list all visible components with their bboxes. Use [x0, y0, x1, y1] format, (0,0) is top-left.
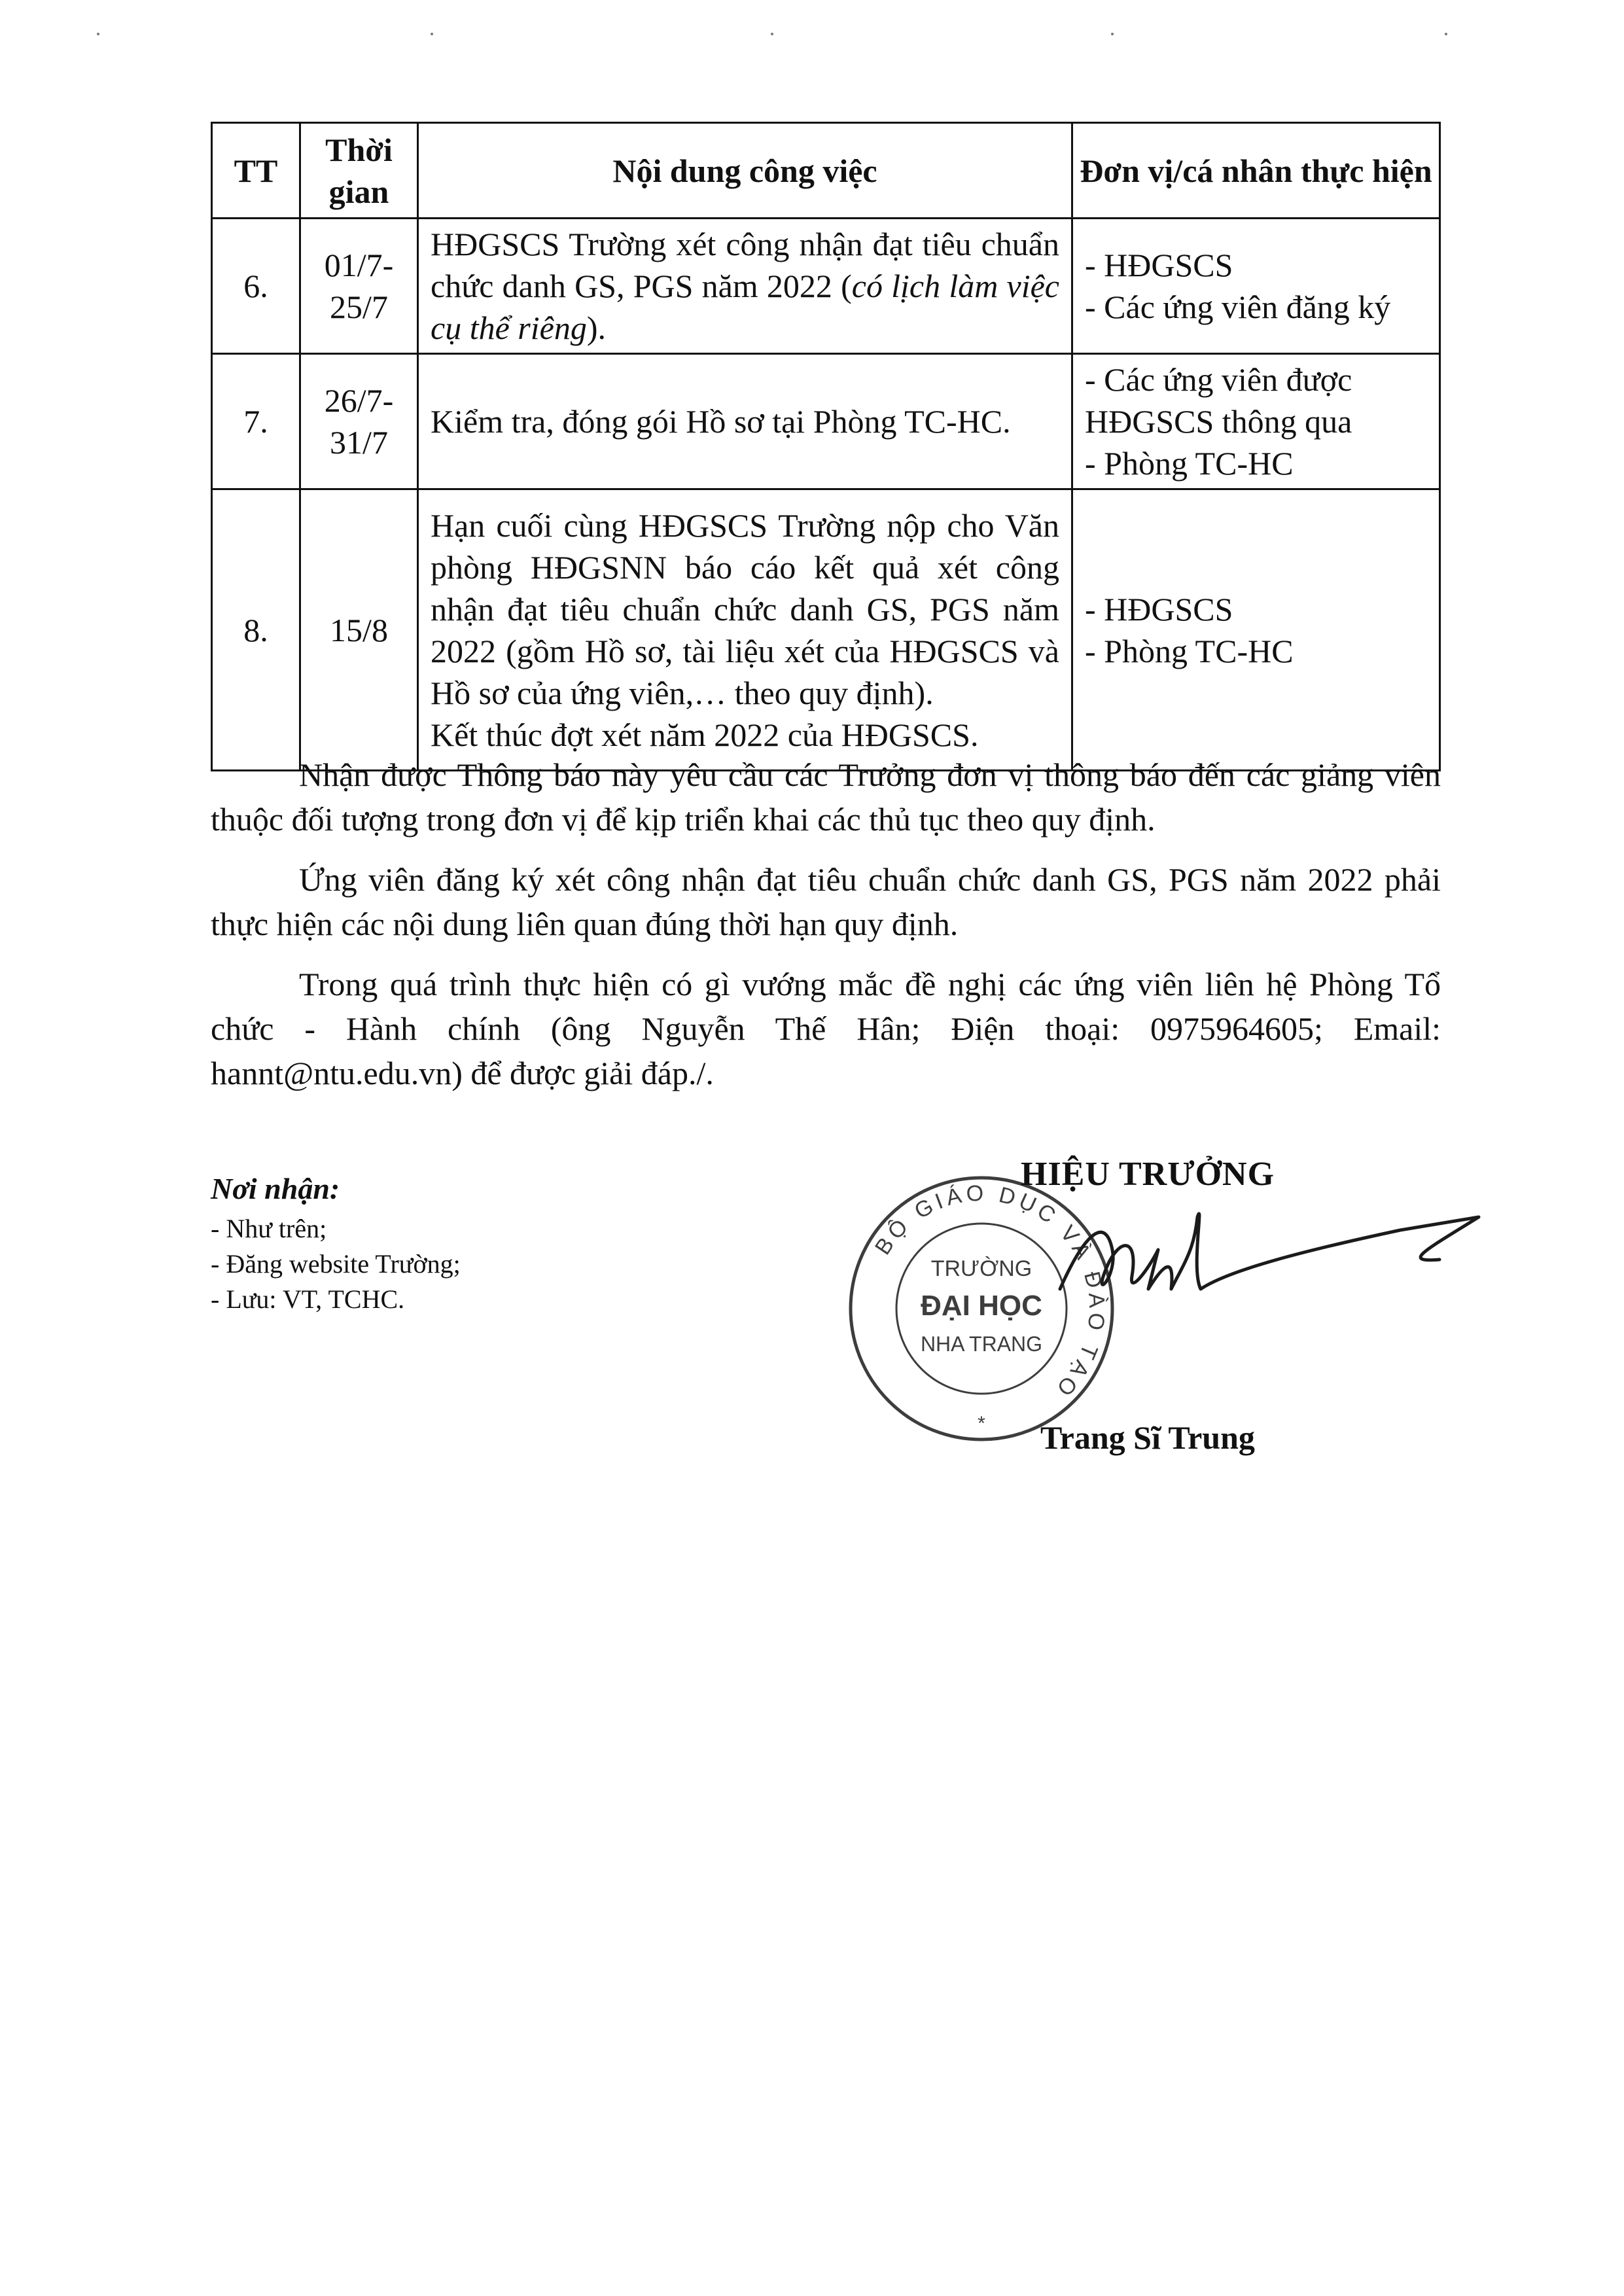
handwritten-signature	[1034, 1191, 1492, 1348]
row-units	[1072, 489, 1440, 771]
seal-ring-text: BỘ GIÁO DỤC VÀ ĐÀO TẠO	[870, 1180, 1110, 1404]
row-time: 15/8	[300, 489, 418, 771]
row-content	[418, 219, 1072, 354]
seal-line-2: ĐẠI HỌC	[921, 1290, 1042, 1322]
unit-item: - Các ứng viên đăng ký	[1085, 289, 1391, 325]
recipient-item: - Lưu: VT, TCHC.	[211, 1284, 405, 1314]
table-row	[212, 354, 1440, 489]
unit-item: - Phòng TC-HC	[1085, 445, 1294, 482]
row-content-extra: Kết thúc đợt xét năm 2022 của HĐGSCS.	[431, 716, 979, 753]
unit-item: - Phòng TC-HC	[1085, 632, 1294, 669]
row-time: 26/7-31/7	[300, 354, 418, 489]
row-number: 6.	[212, 219, 300, 354]
row-content-text: HĐGSCS Trường xét công nhận đạt tiêu chuẩn chức danh GS, PGS năm 2022 (	[431, 226, 1059, 304]
table-row	[212, 219, 1440, 354]
unit-item: - HĐGSCS	[1085, 590, 1233, 627]
signatory-name: Trang Sĩ Trung	[1040, 1419, 1255, 1456]
seal-line-3: NHA TRANG	[920, 1332, 1043, 1356]
paragraph: Trong quá trình thực hiện có gì vướng mắc đề nghị các ứng viên liên hệ Phòng Tổ chức - Hành chính (ông Nguyễn Thế Hân; Điện thoại: 0975964605; Email: hannt@ntu.edu.vn) để được giải đáp./.	[211, 966, 1441, 1091]
recipient-item: - Như trên;	[211, 1214, 327, 1243]
schedule-table	[211, 122, 1441, 771]
header-time: Thời gian	[300, 123, 418, 219]
unit-item: - Các ứng viên được HĐGSCS thông qua	[1085, 361, 1352, 440]
signatory-title: HIỆU TRƯỞNG	[1021, 1156, 1275, 1193]
row-number: 8.	[212, 489, 300, 771]
table-row	[212, 489, 1440, 771]
paragraph: Nhận được Thông báo này yêu cầu các Trưởng đơn vị thông báo đến các giảng viên thuộc đối tượng trong đơn vị để kịp triển khai các thủ tục theo quy định.	[211, 756, 1441, 838]
header-tt: TT	[212, 123, 300, 219]
row-units	[1072, 219, 1440, 354]
paragraph: Ứng viên đăng ký xét công nhận đạt tiêu chuẩn chức danh GS, PGS năm 2022 phải thực hiện các nội dung liên quan đúng thời hạn quy định.	[211, 861, 1441, 942]
recipient-item: - Đăng website Trường;	[211, 1249, 461, 1279]
row-content-tail: ).	[586, 309, 606, 346]
seal-star: *	[978, 1413, 985, 1434]
header-units: Đơn vị/cá nhân thực hiện	[1072, 123, 1440, 219]
row-content: Kiểm tra, đóng gói Hồ sơ tại Phòng TC-HC.	[418, 354, 1072, 489]
body-paragraphs	[211, 752, 1441, 1111]
row-number: 7.	[212, 354, 300, 489]
row-content-italic: có lịch làm việc cụ thể riêng	[431, 268, 1059, 346]
row-time: 01/7-25/7	[300, 219, 418, 354]
scan-dots	[0, 0, 1624, 52]
table-header-row	[212, 123, 1440, 219]
row-content-text: Hạn cuối cùng HĐGSCS Trường nộp cho Văn phòng HĐGSNN báo cáo kết quả xét công nhận đạt tiêu chuẩn chức danh GS, PGS năm 2022 (gồm Hồ sơ, tài liệu xét của HĐGSCS và Hồ sơ của ứng viên,… theo quy định).	[431, 506, 1059, 711]
unit-item: - HĐGSCS	[1085, 247, 1233, 283]
recipients-block	[211, 1171, 800, 1317]
row-units	[1072, 354, 1440, 489]
seal-line-1: TRƯỜNG	[930, 1256, 1033, 1281]
recipients-title: Nơi nhận:	[211, 1172, 340, 1205]
header-content: Nội dung công việc	[418, 123, 1072, 219]
row-content	[418, 489, 1072, 771]
